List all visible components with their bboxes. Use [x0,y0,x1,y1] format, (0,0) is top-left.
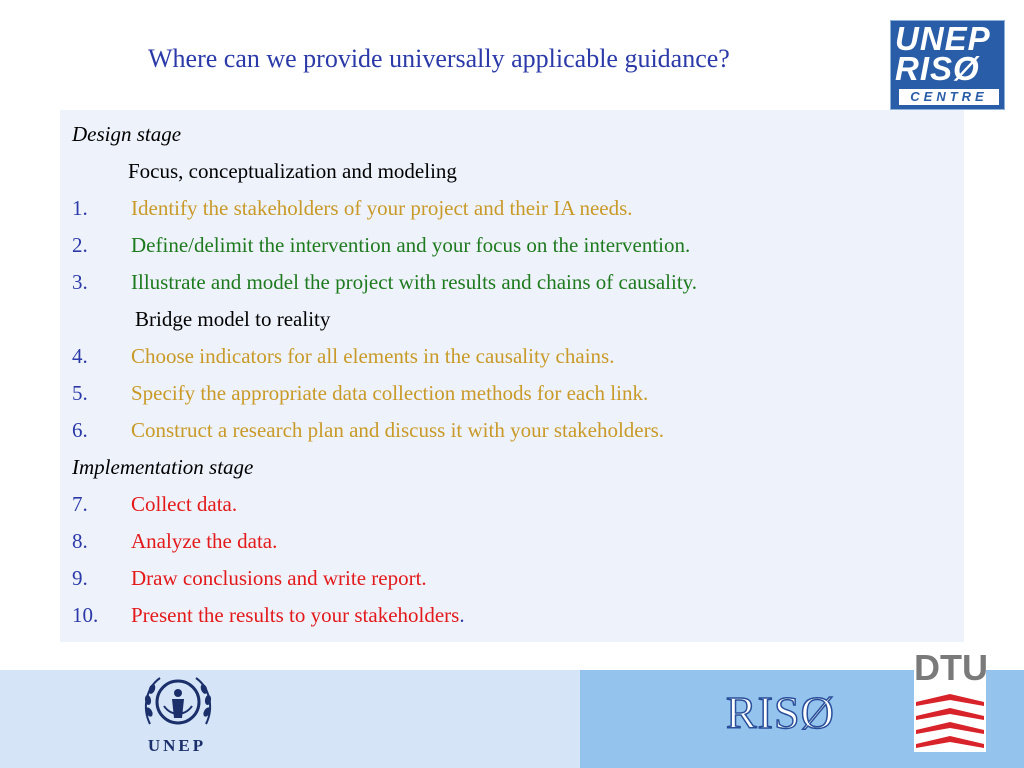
list-item-text: Choose indicators for all elements in the causality chains. [131,344,615,368]
list-item-text: Draw conclusions and write report. [131,566,427,590]
list-item [72,412,964,449]
list-item-number: 7. [72,492,88,516]
list-item [72,338,964,375]
list-item [72,227,964,264]
footer-left-band [0,670,580,768]
slide-title: Where can we provide universally applicable guidance? [148,44,730,73]
unep-riso-centre-logo [890,20,1005,110]
list-item [72,486,964,523]
dtu-logo-text: DTU [914,647,988,688]
unep-footer-logo-text: UNEP [147,736,207,755]
subheading-focus-label: Focus, conceptualization and modeling [128,159,457,183]
design-stage-label: Design stage [72,122,182,146]
list-item [72,375,964,412]
list-item-text: Present the results to your stakeholders [131,603,460,627]
list-item-number: 8. [72,529,88,553]
design-stage-heading [72,116,964,153]
list-item-text: Specify the appropriate data collection methods for each link. [131,381,649,405]
subheading-bridge-label: Bridge model to reality [135,307,331,331]
list-item-text-group [131,597,465,634]
list-item-trailing-period: . [459,603,465,627]
logo-line-unep: UNEP [895,20,991,57]
logo-line-centre: CENTRE [899,89,999,105]
subheading-focus [72,153,964,190]
riso-footer-logo: RISØ [726,687,835,738]
subheading-bridge [72,301,964,338]
implementation-stage-heading [72,449,964,486]
list-item-text: Define/delimit the intervention and your focus on the intervention. [131,233,691,257]
list-item-text: Collect data. [131,492,238,516]
list-item-number: 2. [72,233,88,257]
list-item [72,523,964,560]
list-item-text: Identify the stakeholders of your project and their IA needs. [131,196,633,220]
list-item-number: 10. [72,603,99,627]
list-item-number: 3. [72,270,88,294]
list-item-number: 1. [72,196,88,220]
list-item-number: 5. [72,381,88,405]
un-emblem-icon [140,672,216,736]
list-item-text: Analyze the data. [131,529,278,553]
list-item [72,560,964,597]
content-panel [60,110,964,642]
list-item-number: 6. [72,418,88,442]
list-item-text: Illustrate and model the project with results and chains of causality. [131,270,698,294]
list-item-number: 9. [72,566,88,590]
list-item [72,597,964,634]
list-item-text: Construct a research plan and discuss it with your stakeholders. [131,418,665,442]
dtu-stripes-icon [916,694,984,750]
list-item-number: 4. [72,344,88,368]
dtu-logo [914,646,986,752]
list-item [72,264,964,301]
implementation-stage-label: Implementation stage [72,455,254,479]
logo-line-riso: RISØ [895,50,980,87]
list-item [72,190,964,227]
